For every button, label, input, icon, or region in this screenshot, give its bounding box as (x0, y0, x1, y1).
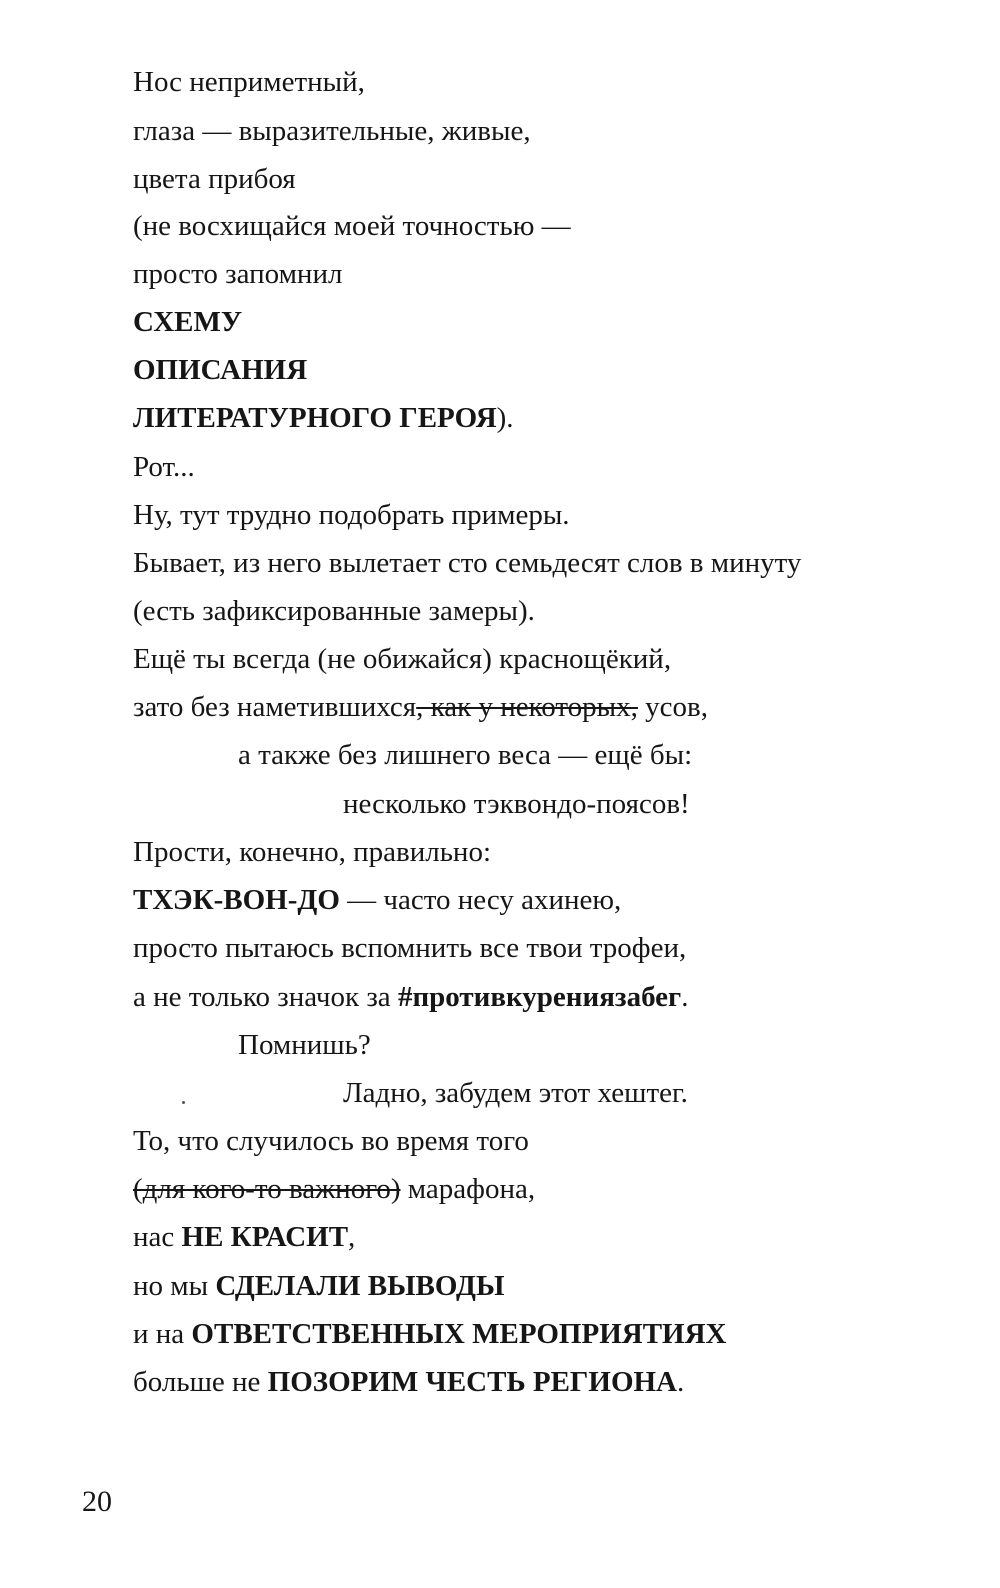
strikethrough-text: (для кого-то важного) (133, 1173, 401, 1205)
text-line (133, 834, 491, 870)
text-line (238, 1027, 371, 1063)
text-line (133, 113, 531, 149)
line-text: Помнишь? (238, 1029, 371, 1061)
strikethrough-text: , как у некоторых, (416, 691, 638, 723)
line-text: Прости, конечно, правильно: (133, 836, 491, 868)
bold-text: #противкурениязабег (397, 981, 682, 1013)
bold-text: ТХЭК-ВОН-ДО (133, 884, 340, 916)
line-text: Рот... (133, 451, 195, 483)
bold-text: ПОЗОРИМ ЧЕСТЬ РЕГИОНА (267, 1366, 677, 1398)
text-line (133, 1123, 529, 1159)
bold-text: ЛИТЕРАТУРНОГО ГЕРОЯ (133, 402, 497, 434)
text-line (133, 400, 514, 436)
line-text: цвета прибоя (133, 163, 296, 195)
line-text: глаза — выразительные, живые, (133, 115, 531, 147)
text-line (133, 689, 708, 725)
line-text: ). (496, 402, 514, 434)
line-text: марафона, (400, 1173, 536, 1205)
text-line (343, 1075, 688, 1111)
line-text: Ладно, забудем этот хештег. (343, 1077, 688, 1109)
page-number: 20 (82, 1485, 112, 1518)
line-text: Ну, тут трудно подобрать примеры. (133, 499, 570, 531)
text-line (133, 593, 535, 629)
bold-text: ОПИСАНИЯ (133, 354, 308, 386)
text-line (133, 161, 296, 197)
bold-text: СХЕМУ (133, 306, 243, 338)
line-text: а также без лишнего веса — ещё бы: (238, 739, 693, 771)
text-line (133, 64, 365, 100)
text-line (133, 1316, 726, 1352)
line-text: нас (133, 1221, 182, 1253)
line-text: То, что случилось во время того (133, 1125, 529, 1157)
line-text: Ещё ты всегда (не обижайся) краснощёкий, (133, 643, 672, 675)
line-text: просто пытаюсь вспомнить все твои трофеи, (133, 932, 687, 964)
text-line (133, 930, 686, 966)
text-line (238, 737, 692, 773)
line-text: но мы (133, 1270, 216, 1302)
text-line (133, 352, 307, 388)
text-line (133, 882, 621, 918)
text-line (133, 1268, 504, 1304)
text-line (133, 979, 688, 1015)
line-text: а не только значок за (133, 981, 398, 1013)
bold-text: НЕ КРАСИТ (181, 1221, 349, 1253)
print-speck (182, 1101, 185, 1104)
line-text: усов, (637, 691, 708, 723)
line-text: Нос неприметный, (133, 66, 365, 98)
text-line (133, 545, 801, 581)
text-line (133, 304, 242, 340)
text-line (133, 497, 570, 533)
text-line (133, 1171, 535, 1207)
line-text: (есть зафиксированные замеры). (133, 595, 535, 627)
line-text: . (681, 981, 689, 1013)
line-text: . (677, 1366, 685, 1398)
line-text: и на (133, 1318, 192, 1350)
line-text: — часто несу ахинею, (339, 884, 622, 916)
text-line (343, 786, 690, 822)
text-line (133, 1364, 684, 1400)
text-line (133, 449, 195, 485)
text-line (133, 256, 342, 292)
line-text: несколько тэквондо-поясов! (343, 788, 690, 820)
line-text: , (348, 1221, 356, 1253)
text-line (133, 641, 671, 677)
line-text: просто запомнил (133, 258, 343, 290)
line-text: больше не (133, 1366, 268, 1398)
line-text: (не восхищайся моей точностью — (133, 210, 571, 242)
text-line (133, 1219, 355, 1255)
bold-text: ОТВЕТСТВЕННЫХ МЕРОПРИЯТИЯХ (191, 1318, 727, 1350)
line-text: Бывает, из него вылетает сто семьдесят слов в минуту (133, 547, 802, 579)
line-text: зато без наметившихся (133, 691, 417, 723)
bold-text: СДЕЛАЛИ ВЫВОДЫ (215, 1270, 505, 1302)
text-line (133, 208, 571, 244)
